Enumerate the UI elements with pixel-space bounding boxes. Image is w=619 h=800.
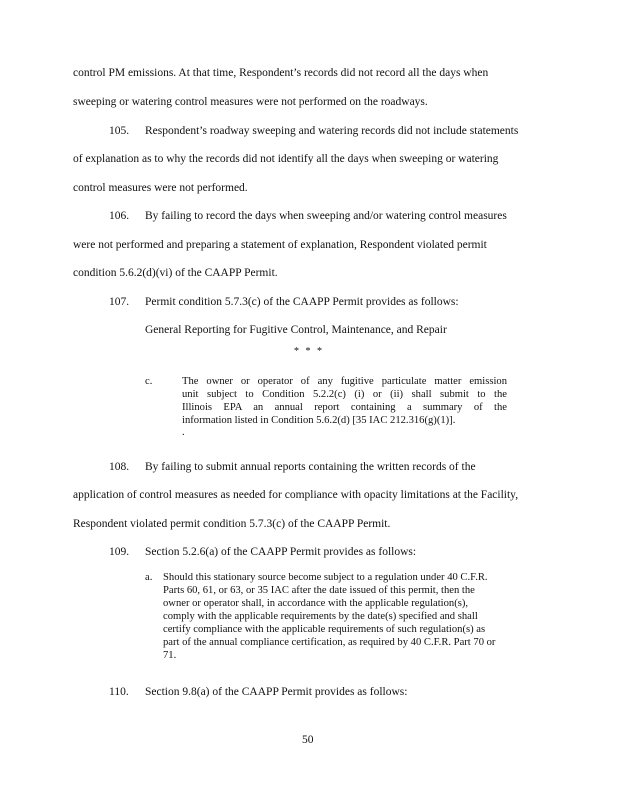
paragraph-number: 106. (109, 210, 130, 222)
paragraph-line: application of control measures as needed for compliance with opacity limitations at the Facility, (73, 489, 519, 501)
quoted-line: part of the annual compliance certification, as required by 40 C.F.R. Part 70 or (163, 637, 496, 648)
quoted-line: certify compliance with the applicable requirements of such regulation(s) as (163, 624, 486, 635)
paragraph-line: Section 9.8(a) of the CAAPP Permit provides as follows: (145, 686, 408, 698)
quoted-line: comply with the applicable requirements by the date(s) specified and shall (163, 611, 478, 622)
quoted-heading: General Reporting for Fugitive Control, Maintenance, and Repair (145, 324, 447, 336)
quoted-line: information listed in Condition 5.6.2(d) [35 IAC 212.316(g)(1)]. (182, 415, 456, 426)
page-number: 50 (302, 734, 314, 746)
item-label: c. (145, 376, 153, 387)
quoted-line: owner or operator shall, in accordance with the applicable regulation(s), (163, 598, 469, 609)
paragraph-line: By failing to submit annual reports containing the written records of the (145, 461, 476, 473)
paragraph-line: were not performed and preparing a statement of explanation, Respondent violated permit (73, 239, 487, 251)
item-label: a. (145, 572, 153, 583)
paragraph-line: of explanation as to why the records did not identify all the days when sweeping or watering (73, 153, 499, 165)
paragraph-line: condition 5.6.2(d)(vi) of the CAAPP Permit. (73, 267, 278, 279)
quoted-line: The owner or operator of any fugitive particulate matter emission (182, 376, 507, 387)
intro-line: control PM emissions. At that time, Respondent’s records did not record all the days when (73, 67, 489, 79)
paragraph-line: By failing to record the days when sweeping and/or watering control measures (145, 210, 507, 222)
paragraph-line: control measures were not performed. (73, 182, 248, 194)
paragraph-line: Respondent’s roadway sweeping and watering records did not include statements (145, 125, 519, 137)
quoted-line: Should this stationary source become subject to a regulation under 40 C.F.R. (163, 572, 488, 583)
ellipsis-mark: * * * (294, 346, 324, 357)
paragraph-number: 110. (109, 686, 129, 698)
intro-line: sweeping or watering control measures were not performed on the roadways. (73, 96, 428, 108)
paragraph-line: Permit condition 5.7.3(c) of the CAAPP Permit provides as follows: (145, 296, 459, 308)
stray-mark: . (182, 427, 185, 438)
quoted-line: 71. (163, 650, 177, 661)
quoted-line: Parts 60, 61, or 63, or 35 IAC after the date issued of this permit, then the (163, 585, 475, 596)
paragraph-number: 108. (109, 461, 130, 473)
paragraph-number: 105. (109, 125, 130, 137)
paragraph-line: Section 5.2.6(a) of the CAAPP Permit provides as follows: (145, 546, 417, 558)
paragraph-number: 107. (109, 296, 130, 308)
quoted-line: Illinois EPA an annual report containing a summary of the (182, 402, 507, 413)
quoted-line: unit subject to Condition 5.2.2(c) (i) or (ii) shall submit to the (182, 389, 507, 400)
paragraph-number: 109. (109, 546, 130, 558)
paragraph-line: Respondent violated permit condition 5.7.3(c) of the CAAPP Permit. (73, 518, 391, 530)
